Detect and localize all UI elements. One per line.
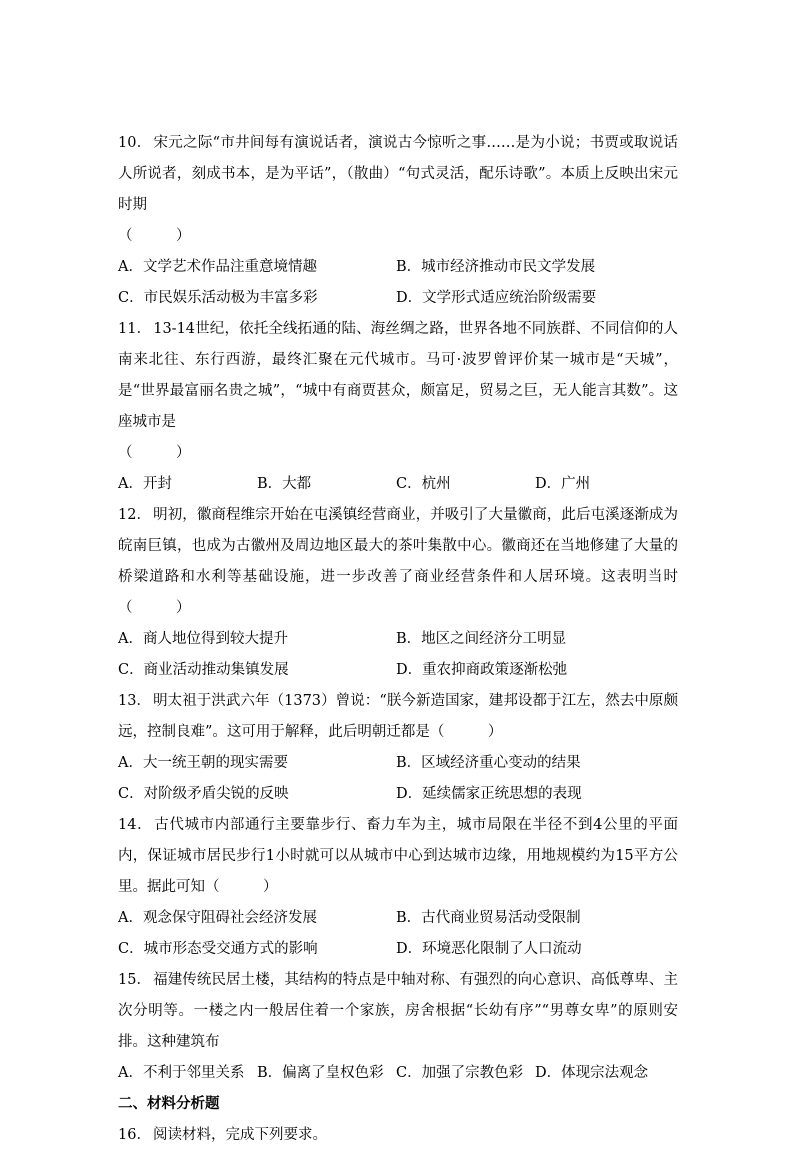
option-c[interactable]: C．市民娱乐活动极为丰富多彩 [118, 290, 318, 306]
option-b[interactable]: B．古代商业贸易活动受限制 [396, 910, 581, 926]
options-row [118, 779, 678, 810]
option-a[interactable]: A．文学艺术作品注重意境情趣 [118, 259, 317, 275]
question-10 [118, 128, 678, 314]
question-15 [118, 965, 678, 1089]
exam-page [118, 128, 678, 1151]
options-row [118, 283, 678, 314]
option-a[interactable]: A．不利于邻里关系 [118, 1065, 245, 1081]
question-text: 10． 宋元之际“市井间每有演说话者，演说古今惊听之事……是为小说；书贾或取说话人所说者，刻成书本，是为平话”，（散曲）“句式灵活，配乐诗歌”。本质上反映出宋元时期 [118, 135, 678, 213]
options-row [118, 624, 678, 655]
option-b[interactable]: B．城市经济推动市民文学发展 [396, 259, 596, 275]
question-number: 14． [118, 817, 153, 833]
option-d[interactable]: D．环境恶化限制了人口流动 [396, 941, 582, 957]
option-b[interactable]: B．偏离了皇权色彩 [257, 1065, 384, 1081]
question-number: 10． [118, 135, 152, 151]
question-number: 11． [118, 321, 152, 337]
section-heading: 二、材料分析题 [118, 1096, 220, 1112]
option-b[interactable]: B．大都 [257, 476, 312, 492]
option-a[interactable]: A．观念保守阻碍社会经济发展 [118, 910, 317, 926]
answer-paren: （ ） [118, 228, 191, 244]
question-14 [118, 810, 678, 965]
options-row [118, 748, 678, 779]
question-number: 16． [118, 1127, 151, 1143]
options-row [118, 655, 678, 686]
option-c[interactable]: C．商业活动推动集镇发展 [118, 662, 289, 678]
option-a[interactable]: A．商人地位得到较大提升 [118, 631, 288, 647]
options-row [118, 934, 678, 965]
options-row [118, 469, 678, 500]
question-text: 14． 古代城市内部通行主要靠步行、畜力车为主，城市局限在半径不到4公里的平面内，保证城市居民步行1小时就可以从城市中心到达城市边缘，用地规模约为15平方公里。据此可知（ ） [118, 817, 678, 895]
option-d[interactable]: D．体现宗法观念 [535, 1065, 649, 1081]
question-text: 11． 13-14世纪，依托全线拓通的陆、海丝绸之路，世界各地不同族群、不同信仰的人南来北往、东行西游，最终汇聚在元代城市。马可·波罗曾评价某一城市是“天城”，是“世界最富丽名贵之城”，“城中有商贾甚众，颇富足，贸易之巨，无人能言其数”。这座城市是 [118, 321, 678, 430]
question-text: 12． 明初，徽商程维宗开始在屯溪镇经营商业，并吸引了大量徽商，此后屯溪逐渐成为皖南巨镇，也成为古徽州及周边地区最大的茶叶集散中心。徽商还在当地修建了大量的桥梁道路和水利等基础设施，进一步改善了商业经营条件和人居环境。这表明当时（ ） [118, 507, 679, 616]
option-b[interactable]: B．地区之间经济分工明显 [396, 631, 567, 647]
option-d[interactable]: D．重农抑商政策逐渐松弛 [396, 662, 568, 678]
option-c[interactable]: C．城市形态受交通方式的影响 [118, 941, 318, 957]
option-c[interactable]: C．杭州 [396, 476, 451, 492]
question-text: 13． 明太祖于洪武六年（1373）曾说：“朕今新造国家，建邦设都于江左，然去中原颇远，控制良难”。这可用于解释，此后明朝迁都是（ ） [118, 693, 678, 740]
option-b[interactable]: B．区域经济重心变动的结果 [396, 755, 581, 771]
options-row [118, 1058, 678, 1089]
question-13 [118, 686, 678, 810]
question-12 [118, 500, 678, 686]
question-number: 12． [118, 507, 152, 523]
question-number: 13． [118, 693, 152, 709]
question-11 [118, 314, 678, 500]
question-16: 16． 阅读材料，完成下列要求。 [118, 1127, 327, 1143]
options-row [118, 252, 678, 283]
option-d[interactable]: D．广州 [535, 476, 591, 492]
answer-paren: （ ） [118, 445, 191, 461]
question-text: 15． 福建传统民居土楼，其结构的特点是中轴对称、有强烈的向心意识、高低尊卑、主次分明等。一楼之内一般居住着一个家族，房舍根据“长幼有序”“男尊女卑”的原则安排。这种建筑布 [118, 972, 679, 1050]
option-d[interactable]: D．文学形式适应统治阶级需要 [396, 290, 597, 306]
option-d[interactable]: D．延续儒家正统思想的表现 [396, 786, 582, 802]
option-c[interactable]: C．加强了宗教色彩 [396, 1065, 524, 1081]
options-row [118, 903, 678, 934]
option-a[interactable]: A．大一统王朝的现实需要 [118, 755, 288, 771]
option-c[interactable]: C．对阶级矛盾尖锐的反映 [118, 786, 289, 802]
question-number: 15． [118, 972, 152, 988]
option-a[interactable]: A．开封 [118, 476, 172, 492]
